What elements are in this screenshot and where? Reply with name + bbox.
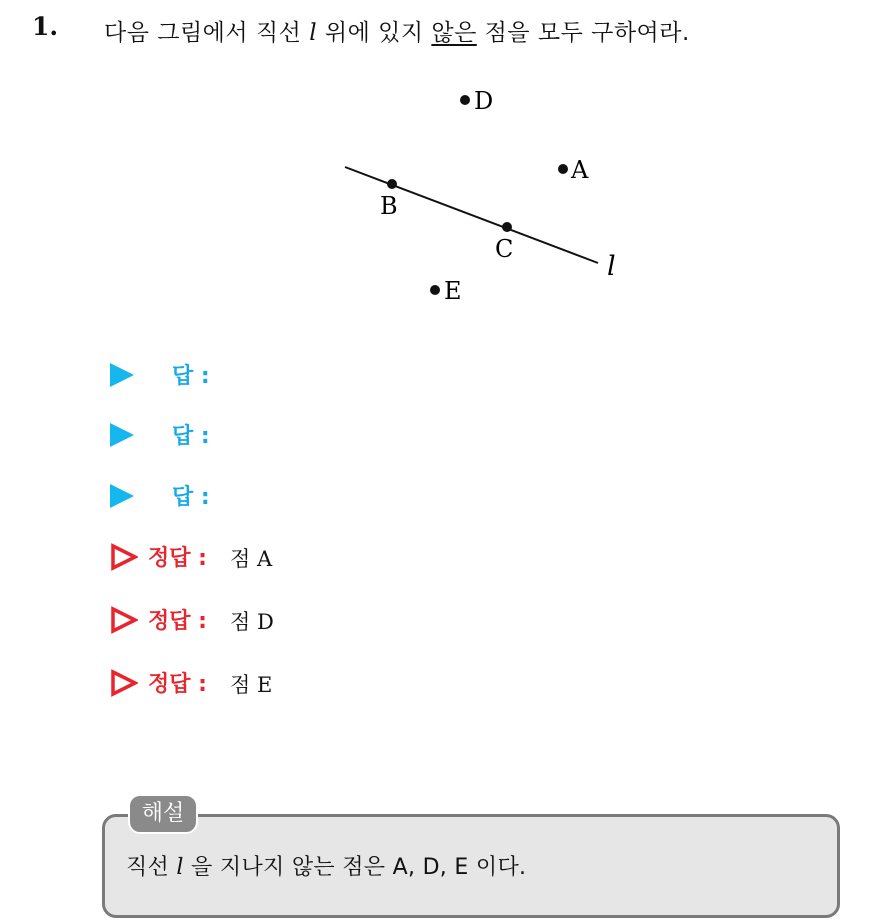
point-c-dot: [502, 222, 512, 232]
correct-answer-label: 정답 :: [148, 609, 207, 634]
question-text-before: 다음 그림에서 직선: [104, 20, 310, 46]
point-b-dot: [387, 179, 397, 189]
question-text-mid: 위에 있지: [317, 20, 432, 46]
figure-svg: [320, 70, 640, 320]
explanation-text: [126, 850, 526, 881]
play-arrow-icon: [110, 423, 134, 447]
triangle-outline-icon: [110, 669, 138, 697]
correct-answer-value: 점 D: [230, 610, 274, 634]
question-line-var: l: [309, 20, 318, 46]
play-arrow-icon: [110, 363, 134, 387]
point-b-label: B: [380, 192, 398, 220]
geometry-figure: [320, 70, 640, 320]
point-a-dot: [558, 164, 568, 174]
correct-answer-label: 정답 :: [148, 546, 207, 571]
triangle-outline-icon: [110, 606, 138, 634]
explanation-text-before: 직선: [126, 855, 177, 880]
explanation-text-after: 을 지나지 않는 점은 A, D, E 이다.: [183, 855, 527, 880]
question-header: [0, 0, 884, 60]
play-arrow-icon: [110, 484, 134, 508]
line-l-label: l: [607, 251, 616, 282]
point-e-dot: [430, 285, 440, 295]
explanation-tab: 해설: [128, 794, 198, 834]
question-text-underlined: 않은: [431, 20, 477, 46]
correct-answer-value: 점 A: [230, 547, 273, 571]
correct-answer-value: 점 E: [230, 673, 273, 697]
point-d-dot: [460, 95, 470, 105]
point-c-label: C: [495, 235, 514, 263]
point-d-label: D: [474, 87, 494, 115]
explanation-line-var: l: [176, 855, 184, 880]
point-a-label: A: [571, 156, 589, 184]
question-text: [104, 14, 690, 47]
correct-answer-label: 정답 :: [148, 672, 207, 697]
question-text-after: 점을 모두 구하여라.: [476, 20, 690, 46]
question-number: 1.: [32, 12, 59, 41]
point-e-label: E: [444, 277, 462, 305]
triangle-outline-icon: [110, 543, 138, 571]
answer-label: 답 :: [172, 424, 210, 449]
answer-label: 답 :: [172, 485, 210, 510]
answer-label: 답 :: [172, 364, 210, 389]
